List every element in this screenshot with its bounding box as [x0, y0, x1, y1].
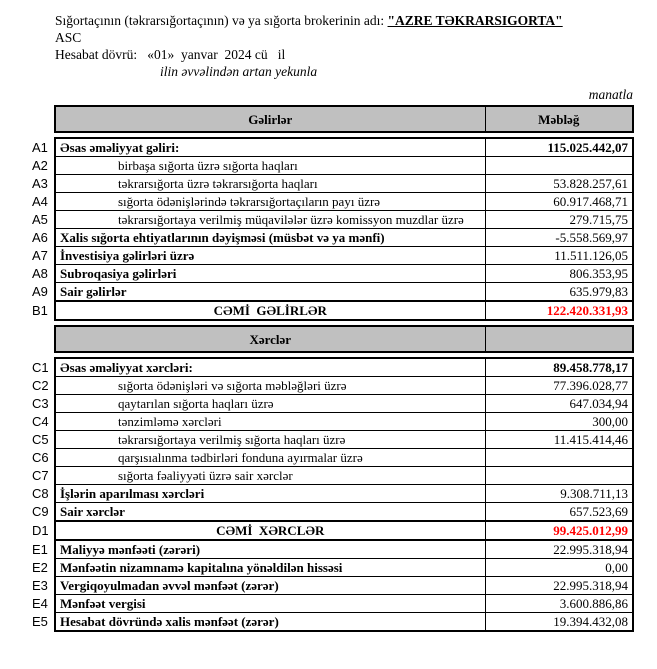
row-code — [28, 326, 55, 352]
row-description: Xalis sığorta ehtiyatlarının dəyişməsi (müsbət və ya mənfi) — [55, 229, 485, 247]
table-row — [28, 540, 633, 559]
row-code: C9 — [32, 504, 49, 520]
table-row — [28, 595, 633, 613]
table-row — [28, 503, 633, 522]
table-row — [28, 229, 633, 247]
company-name: "AZRE TƏKRARSIGORTA" — [387, 13, 563, 28]
row-amount: 279.715,75 — [485, 211, 633, 229]
table-row — [28, 577, 633, 595]
table-row — [28, 521, 633, 540]
table-row — [28, 467, 633, 485]
table-row — [28, 358, 633, 377]
row-code: C5 — [32, 432, 49, 447]
row-code: E3 — [32, 578, 48, 593]
row-amount: 3.600.886,86 — [485, 595, 633, 613]
report-header — [55, 12, 633, 80]
row-amount: 806.353,95 — [485, 265, 633, 283]
row-description: Əsas əməliyyat gəliri: — [55, 138, 485, 157]
row-description: qaytarılan sığorta haqları üzrə — [55, 395, 485, 413]
row-amount: 89.458.778,17 — [485, 358, 633, 377]
row-description: təkrarsığortaya verilmiş müqavilələr üzrə komissyon muzdlar üzrə — [55, 211, 485, 229]
row-description: CƏMİ XƏRCLƏR — [55, 521, 485, 540]
row-code: D1 — [32, 523, 49, 538]
section-header-row — [28, 326, 633, 352]
row-description: Maliyyə mənfəəti (zərəri) — [55, 540, 485, 559]
amount-column-header — [485, 326, 633, 352]
row-code: C2 — [32, 378, 49, 393]
row-code: A8 — [32, 266, 48, 281]
table-row — [28, 431, 633, 449]
row-code: A9 — [32, 284, 48, 300]
row-description: birbaşa sığorta üzrə sığorta haqları — [55, 157, 485, 175]
currency-note: manatla — [588, 87, 633, 102]
table-row — [28, 449, 633, 467]
row-code: A6 — [32, 230, 48, 245]
row-description: tənzimləmə xərcləri — [55, 413, 485, 431]
insurer-name-label: Sığortaçının (təkrarsığortaçının) və ya sığorta brokerinin adı: — [55, 13, 388, 28]
row-code: B1 — [32, 303, 48, 318]
table-row — [28, 247, 633, 265]
insurer-name-line — [55, 12, 633, 29]
row-description: sığorta ödənişlərində təkrarsığortaçıların payı üzrə — [55, 193, 485, 211]
table-row — [28, 377, 633, 395]
row-description: Hesabat dövründə xalis mənfəət (zərər) — [55, 613, 485, 632]
row-description: Əsas əməliyyat xərcləri: — [55, 358, 485, 377]
income-section — [28, 137, 634, 321]
row-code: A7 — [32, 248, 48, 263]
row-code — [28, 106, 55, 132]
row-amount: 11.415.414,46 — [485, 431, 633, 449]
income-header-band — [28, 105, 634, 133]
expense-section — [28, 357, 634, 632]
row-amount: 122.420.331,93 — [485, 301, 633, 320]
row-amount — [485, 449, 633, 467]
table-row — [28, 283, 633, 302]
row-amount: 22.995.318,94 — [485, 577, 633, 595]
row-amount: 9.308.711,13 — [485, 485, 633, 503]
row-code: C1 — [32, 359, 49, 375]
table-row — [28, 395, 633, 413]
row-amount: 19.394.432,08 — [485, 613, 633, 632]
row-description: təkrarsığorta üzrə təkrarsığorta haqları — [55, 175, 485, 193]
row-description: Sair gəlirlər — [55, 283, 485, 302]
row-code: C4 — [32, 414, 49, 429]
row-description: CƏMİ GƏLİRLƏR — [55, 301, 485, 320]
row-code: A1 — [32, 139, 48, 155]
row-description: Mənfəət vergisi — [55, 595, 485, 613]
expense-header-band — [28, 325, 634, 353]
table-row — [28, 265, 633, 283]
row-amount: 0,00 — [485, 559, 633, 577]
table-row — [28, 157, 633, 175]
row-amount — [485, 157, 633, 175]
table-row — [28, 211, 633, 229]
row-amount: 77.396.028,77 — [485, 377, 633, 395]
row-amount: 115.025.442,07 — [485, 138, 633, 157]
table-row — [28, 559, 633, 577]
section-title: Xərclər — [55, 326, 485, 352]
row-description: qarşısıalınma tədbirləri fonduna ayırmalar üzrə — [55, 449, 485, 467]
row-code: A5 — [32, 212, 48, 227]
row-description: İnvestisiya gəlirləri üzrə — [55, 247, 485, 265]
row-code: A3 — [32, 176, 48, 191]
row-code: A2 — [32, 158, 48, 173]
row-code: C7 — [32, 468, 49, 483]
table-row — [28, 485, 633, 503]
table-row — [28, 301, 633, 320]
table-row — [28, 138, 633, 157]
row-code: C8 — [32, 486, 49, 501]
table-row — [28, 413, 633, 431]
report-period: Hesabat dövrü: «01» yanvar 2024 cü il — [55, 47, 286, 62]
row-code: C6 — [32, 450, 49, 465]
company-suffix: ASC — [55, 30, 82, 45]
row-amount: 53.828.257,61 — [485, 175, 633, 193]
table-row — [28, 613, 633, 632]
report-subtitle: ilin əvvəlindən artan yekunla — [160, 64, 318, 79]
row-amount: 11.511.126,05 — [485, 247, 633, 265]
section-title: Gəlirlər — [55, 106, 485, 132]
amount-column-header: Məbləğ — [485, 106, 633, 132]
report-table — [28, 105, 633, 632]
row-code: E4 — [32, 596, 48, 611]
row-code: A4 — [32, 194, 48, 209]
row-description: Sair xərclər — [55, 503, 485, 522]
row-description: sığorta fəaliyyəti üzrə sair xərclər — [55, 467, 485, 485]
row-code: E1 — [32, 541, 48, 557]
row-description: İşlərin aparılması xərcləri — [55, 485, 485, 503]
row-description: sığorta ödənişləri və sığorta məbləğləri üzrə — [55, 377, 485, 395]
row-amount: -5.558.569,97 — [485, 229, 633, 247]
row-amount: 22.995.318,94 — [485, 540, 633, 559]
row-amount: 60.917.468,71 — [485, 193, 633, 211]
row-amount: 657.523,69 — [485, 503, 633, 522]
row-code: E2 — [32, 560, 48, 575]
row-code: C3 — [32, 396, 49, 411]
table-row — [28, 175, 633, 193]
section-header-row — [28, 106, 633, 132]
row-amount: 635.979,83 — [485, 283, 633, 302]
table-row — [28, 193, 633, 211]
row-amount: 647.034,94 — [485, 395, 633, 413]
row-description: təkrarsığortaya verilmiş sığorta haqları üzrə — [55, 431, 485, 449]
row-description: Subroqasiya gəlirləri — [55, 265, 485, 283]
row-amount — [485, 467, 633, 485]
row-amount: 99.425.012,99 — [485, 521, 633, 540]
row-description: Vergiqoyulmadan əvvəl mənfəət (zərər) — [55, 577, 485, 595]
row-code: E5 — [32, 614, 48, 630]
row-description: Mənfəətin nizamnamə kapitalına yönəldilən hissəsi — [55, 559, 485, 577]
row-amount: 300,00 — [485, 413, 633, 431]
